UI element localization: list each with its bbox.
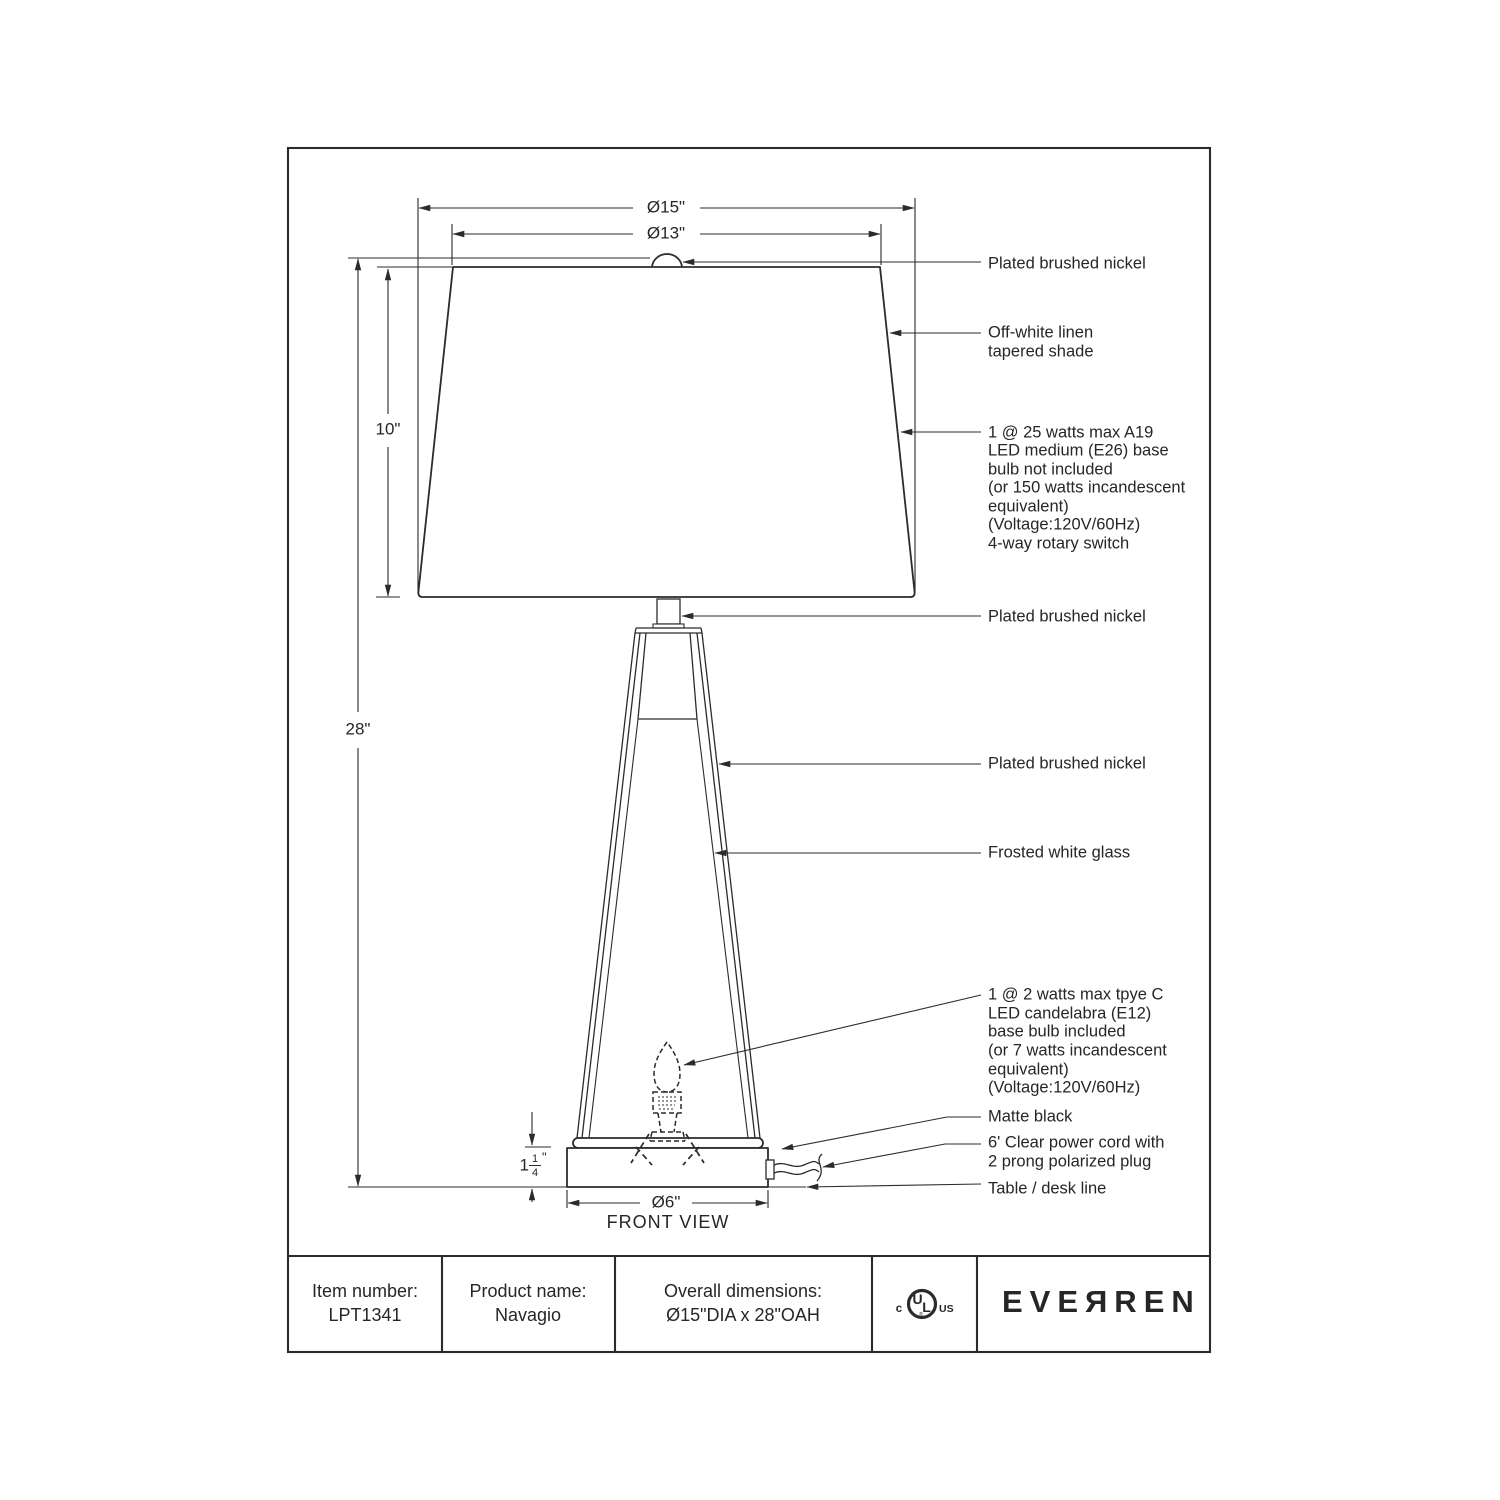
overall-dims-label: Overall dimensions:: [663, 1280, 823, 1301]
socket-neck: [658, 1113, 677, 1132]
leader-cord: [823, 1144, 981, 1167]
ul-letter-l: L: [922, 1299, 931, 1316]
dim-label-shade-bottom: Ø15": [646, 197, 686, 217]
callout-finial: Plated brushed nickel: [988, 254, 1146, 273]
callout-bulb-bottom-line: (Voltage:120V/60Hz): [988, 1078, 1141, 1097]
callout-cord-line: 2 prong polarized plug: [988, 1152, 1152, 1171]
ul-c-prefix: c: [895, 1303, 903, 1316]
callout-bulb-bottom-line: 1 @ 2 watts max tpye C: [988, 985, 1164, 1004]
fraction-whole: 1: [519, 1155, 529, 1175]
callout-shade-line: Off-white linen: [988, 323, 1094, 342]
finial-shape: [652, 254, 682, 268]
view-label: FRONT VIEW: [606, 1211, 730, 1232]
callout-bulb-top-line: LED medium (E26) base: [988, 441, 1169, 460]
cone-outer-left: [577, 633, 635, 1138]
brand-logo: EVEЯREN: [1002, 1284, 1201, 1320]
socket-threads: [658, 1097, 676, 1109]
callout-frame: Plated brushed nickel: [988, 754, 1146, 773]
callout-base-finish: Matte black: [988, 1107, 1073, 1126]
overall-dims-value: Ø15"DIA x 28"OAH: [666, 1304, 820, 1325]
callout-bulb-top-line: 1 @ 25 watts max A19: [988, 423, 1154, 442]
cord-wire: [774, 1170, 819, 1175]
leader-bulb-bottom: [684, 995, 981, 1065]
lamp-shade: [418, 267, 914, 597]
glass-right: [697, 719, 748, 1138]
callout-bulb-top-line: equivalent): [988, 497, 1069, 516]
dim-label-base-height: [520, 1149, 547, 1178]
ul-certification-icon: [896, 1291, 954, 1318]
item-number-value: LPT1341: [328, 1304, 402, 1325]
cone-inner-left: [582, 633, 640, 1138]
base-collar: [573, 1138, 763, 1148]
product-name-value: Navagio: [494, 1304, 562, 1325]
cone-inner-right: [697, 633, 755, 1138]
callout-bulb-bottom-line: base bulb included: [988, 1022, 1126, 1041]
callout-bulb-top-line: (Voltage:120V/60Hz): [988, 515, 1141, 534]
cord-wire: [774, 1162, 819, 1167]
socket-cover: [638, 633, 697, 719]
ul-letter-u: U: [912, 1291, 923, 1308]
footer-table: [288, 1256, 1210, 1352]
callout-bulb-bottom-line: equivalent): [988, 1060, 1069, 1079]
lamp-drawing: [418, 254, 914, 1187]
callout-neck: Plated brushed nickel: [988, 607, 1146, 626]
callout-table-line: Table / desk line: [988, 1179, 1107, 1198]
fraction-numerator: 1: [531, 1152, 539, 1165]
leader-table-line: [807, 1184, 981, 1187]
callout-texts: [988, 254, 1186, 1197]
ul-registered-mark: ®: [918, 1311, 924, 1318]
callout-bulb-top-line: bulb not included: [988, 460, 1113, 479]
lamp-neck: [657, 599, 680, 624]
dim-label-base-width: Ø6": [651, 1192, 681, 1212]
dim-label-shade-height: 10": [375, 419, 401, 439]
bulb-outline: [654, 1042, 680, 1092]
callout-glass: Frosted white glass: [988, 843, 1131, 862]
lamp-base: [567, 1148, 768, 1187]
callout-bulb-bottom-line: LED candelabra (E12): [988, 1004, 1152, 1023]
fraction-denominator: 4: [531, 1166, 539, 1179]
product-name-label: Product name:: [469, 1280, 587, 1301]
ul-us-suffix: US: [939, 1302, 954, 1315]
cone-top-band: [635, 628, 702, 633]
callout-shade-line: tapered shade: [988, 342, 1094, 361]
callout-cord-line: 6' Clear power cord with: [988, 1133, 1165, 1152]
fraction-unit: ": [542, 1149, 547, 1165]
callout-bulb-top-line: (or 150 watts incandescent: [988, 478, 1186, 497]
dim-label-shade-top: Ø13": [646, 223, 686, 243]
cone-outer-right: [702, 633, 760, 1138]
glass-left: [589, 719, 638, 1138]
callout-bulb-top-line: 4-way rotary switch: [988, 534, 1130, 553]
dim-label-overall-height: 28": [345, 719, 371, 739]
power-cord: [766, 1154, 822, 1181]
item-number-label: Item number:: [311, 1280, 419, 1301]
bulb-socket: [653, 1092, 681, 1113]
cord-exit: [766, 1160, 774, 1179]
callout-bulb-bottom-line: (or 7 watts incandescent: [988, 1041, 1167, 1060]
cord-break-squiggle: [817, 1154, 822, 1181]
